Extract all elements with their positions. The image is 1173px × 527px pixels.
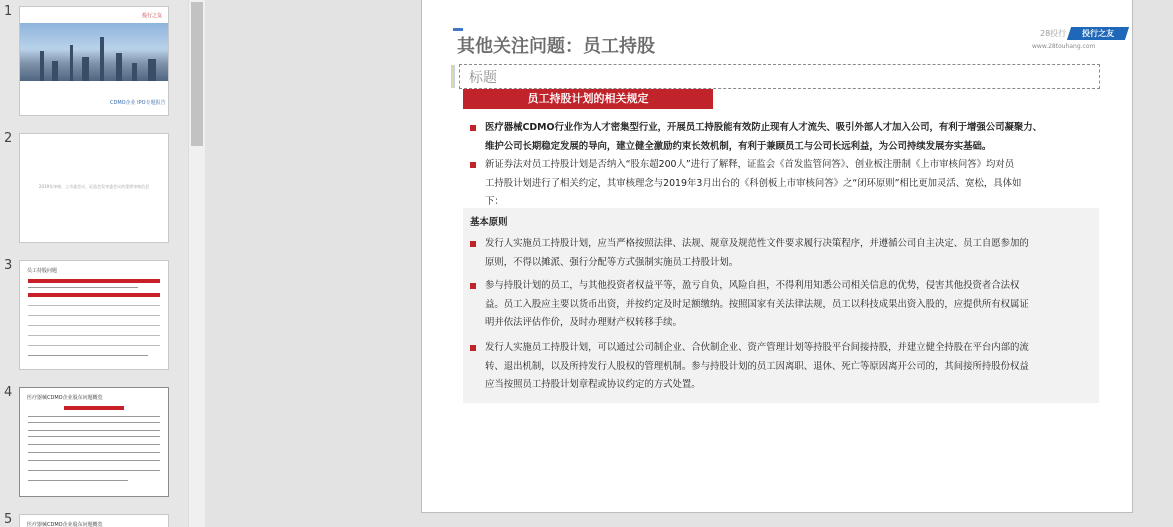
text-line: 益。员工入股应主要以货币出资，并按约定及时足额缴纳。按照国家有关法律法规，员工以科技成果出资入股的，应提供所有权属证 — [485, 298, 1029, 310]
logo-url: www.28touhang.com — [1032, 43, 1096, 50]
slide-thumbnail-2[interactable] — [19, 133, 169, 243]
box-heading: 基本原则 — [470, 217, 508, 228]
text-line: 应当按照员工持股计划章程或协议约定的方式处置。 — [485, 379, 701, 390]
text-line: 发行人实施员工持股计划，应当严格按照法律、法规、规章及规范性文件要求履行决策程序，并遵循公司自主决定、员工自愿参加的 — [485, 238, 1029, 249]
thumbnail-title: 员工持股问题 — [27, 268, 58, 274]
slide-thumbnail-3[interactable] — [19, 260, 169, 370]
slide-title[interactable]: 其他关注问题：员工持股 — [457, 36, 655, 57]
thumbnail-number: 1 — [4, 4, 13, 19]
brand-logo — [1014, 27, 1124, 53]
thumbnail-number: 5 — [4, 512, 13, 527]
slide-thumbnail-pane — [0, 0, 188, 527]
city-skyline-image — [20, 23, 168, 81]
placeholder-accent — [451, 65, 455, 88]
title-accent-mark — [453, 28, 463, 31]
text-line: 工持股计划进行了相关约定，其审核理念与2019年3月出台的《科创板上市审核问答》之“闭环原则”相比更加灵活、宽松，具体如 — [485, 177, 1022, 189]
thumbnail-logo: 投行之友 — [141, 13, 162, 19]
thumbnail-number: 2 — [4, 131, 13, 146]
bullet-marker — [470, 345, 476, 351]
bullet-paragraph[interactable] — [485, 119, 1042, 156]
text-line: 明并依法评估作价，及时办理财产权转移手续。 — [485, 317, 682, 328]
text-line: 维护公司长期稳定发展的导向，建立健全激励约束长效机制，有利于兼顾员工与公司长远利益，为公司持续发展夯实基础。 — [485, 140, 992, 152]
thumbnail-scrollbar[interactable] — [188, 0, 205, 527]
logo-badge-text: 投行之友 — [1082, 29, 1114, 38]
slide-thumbnail-1[interactable] — [19, 6, 169, 116]
principle-paragraph[interactable] — [485, 339, 1029, 395]
thumbnail-text: 2019年审核、上市委会议、证监会发审委会议的重要审核信息 — [38, 184, 150, 189]
thumbnail-number: 3 — [4, 258, 13, 273]
principle-paragraph[interactable] — [485, 235, 1029, 272]
scrollbar-thumb[interactable] — [191, 2, 203, 146]
slide-editing-canvas — [205, 0, 1173, 527]
principle-paragraph[interactable] — [485, 277, 1029, 333]
thumbnail-title: 医疗器械CDMO企业股东问题概览 — [27, 522, 103, 527]
text-line: 转、退出机制，以及所持发行人股权的管理机制。参与持股计划的员工因离职、退休、死亡等原因离开公司的，其间接所持股份权益 — [485, 360, 1029, 372]
text-line: 下： — [485, 196, 504, 207]
text-line: 发行人实施员工持股计划，可以通过公司制企业、合伙制企业、资产管理计划等持股平台间接持股，并建立健全持股在平台内部的流 — [485, 342, 1029, 353]
bullet-marker — [470, 162, 476, 168]
text-line: 原则，不得以摊派、强行分配等方式强制实施员工持股计划。 — [485, 256, 739, 268]
bullet-paragraph[interactable] — [485, 156, 1021, 212]
text-line: 新证券法对员工持股计划是否纳入“股东超200人”进行了解释，证监会《首发监管问答》、创业板注册制《上市审核问答》均对员 — [485, 159, 1015, 170]
bullet-marker — [470, 125, 476, 131]
slide — [421, 0, 1133, 513]
text-line: 医疗器械CDMO行业作为人才密集型行业，开展员工持股能有效防止现有人才流失、吸引外部人才加入公司，有利于增强公司凝聚力、 — [485, 122, 1042, 133]
text-line: 参与持股计划的员工，与其他投资者权益平等，盈亏自负，风险自担，不得利用知悉公司相关信息的优势，侵害其他投资者合法权 — [485, 280, 1020, 291]
section-header-text: 员工持股计划的相关规定 — [527, 92, 649, 105]
placeholder-text: 标题 — [469, 70, 497, 86]
thumbnail-title: 医疗器械CDMO企业股东问题概览 — [27, 395, 103, 401]
slide-thumbnail-5[interactable] — [19, 514, 169, 527]
thumbnail-number: 4 — [4, 385, 13, 400]
bullet-marker — [470, 283, 476, 289]
thumbnail-caption: CDMO企业 IPO专题报告 — [110, 100, 166, 106]
bullet-marker — [470, 241, 476, 247]
section-header[interactable] — [463, 89, 713, 109]
title-placeholder[interactable] — [459, 64, 1100, 89]
logo-text: 28投行 — [1040, 29, 1067, 38]
slide-thumbnail-4[interactable] — [19, 387, 169, 497]
